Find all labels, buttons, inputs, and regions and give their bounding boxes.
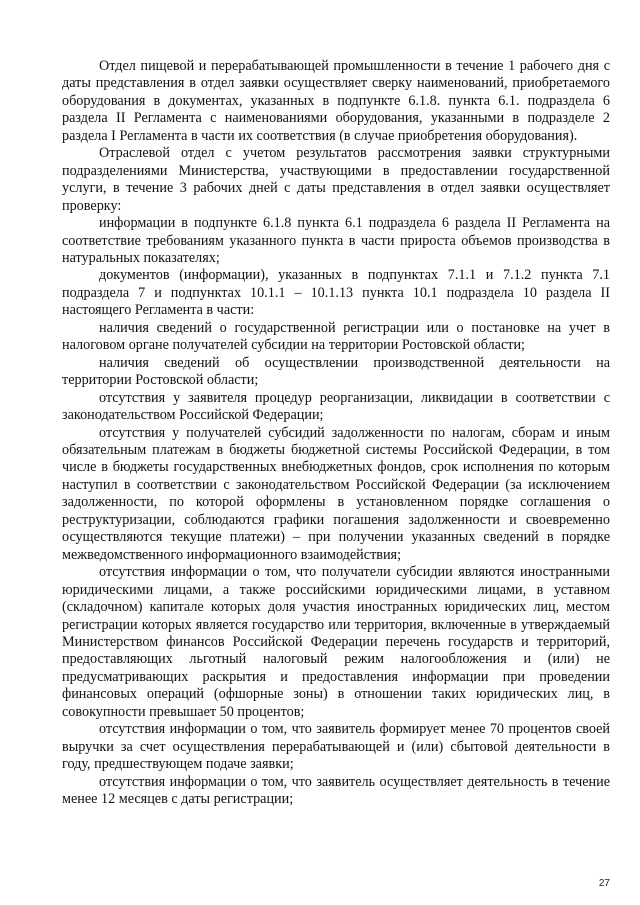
page-number: 27 [598, 878, 610, 889]
paragraph-check-6-1-8: информации в подпункте 6.1.8 пункта 6.1 подраздела 6 раздела II Регламента на соответствие требованиям указанного пункта в части прироста объемов производства в натуральных показателях; [62, 215, 610, 266]
paragraph-check-documents: документов (информации), указанных в подпунктах 7.1.1 и 7.1.2 пункта 7.1 подраздела 7 и подпунктах 10.1.1 – 10.1.13 пункта 10.1 подраздела 10 раздела II настоящего Регламента в части: [62, 267, 610, 319]
paragraph-tax-debt: отсутствия у получателей субсидий задолженности по налогам, сборам и иным обязательным платежам в бюджеты бюджетной системы Российской Федерации, в том числе в бюджеты государственных внебюджетных фондов, срок исполнения по которым наступил в соответствии с законодательством Российской Федерации (за исключением задолженности, по которой оформлены в установленном порядке соглашения о реструктуризации, соблюдаются графики погашения задолженности и своевременно осуществляются текущие платежи) – при получении указанных сведений в порядке межведомственного информационного взаимодействия; [62, 424, 610, 563]
paragraph-otraslevoy-otdel: Отраслевой отдел с учетом результатов рассмотрения заявки структурными подразделениями Министерства, участвующими в предоставлении государственной услуги, в течение 3 рабочих дней с даты представления в отдел заявки осуществляет проверку: [62, 145, 610, 214]
paragraph-registration: наличия сведений о государственной регистрации или о постановке на учет в налоговом органе получателей субсидии на территории Ростовской области; [62, 319, 610, 354]
paragraph-foreign-entities: отсутствия информации о том, что получатели субсидии являются иностранными юридическими лицами, а также российскими юридическими лицами, в уставном (складочном) капитале которых доля участия иностранных юридических лиц, местом регистрации которых является государство или территория, включенные в утверждаемый Министерством финансов Российской Федерации перечень государств и территорий, предоставляющих льготный налоговый режим налогообложения и (или) не предусматривающих раскрытия и предоставления информации при проведении финансовых операций (офшорные зоны) в отношении таких юридических лиц, в совокупности превышает 50 процентов; [62, 564, 610, 720]
paragraph-12-months: отсутствия информации о том, что заявитель осуществляет деятельность в течение менее 12 месяцев с даты регистрации; [62, 773, 610, 808]
paragraph-otdel-pishchevoy: Отдел пищевой и перерабатывающей промышленности в течение 1 рабочего дня с даты представления в отдел заявки осуществляет сверку наименований, приобретаемого оборудования в документах, указанных в подпункте 6.1.8. пункта 6.1. подраздела 6 раздела II Регламента с наименованиями оборудования, указанными в подразделе 2 раздела I Регламента в части их соответствия (в случае приобретения оборудования). [62, 58, 610, 144]
paragraph-production-activity: наличия сведений об осуществлении производственной деятельности на территории Ростовской области; [62, 354, 610, 389]
document-body [62, 58, 610, 808]
paragraph-reorganization: отсутствия у заявителя процедур реорганизации, ликвидации в соответствии с законодательством Российской Федерации; [62, 389, 610, 424]
paragraph-revenue-70-percent: отсутствия информации о том, что заявитель формирует менее 70 процентов своей выручки за счет осуществления перерабатывающей и (или) сбытовой деятельности в году, предшествующем подаче заявки; [62, 721, 610, 773]
